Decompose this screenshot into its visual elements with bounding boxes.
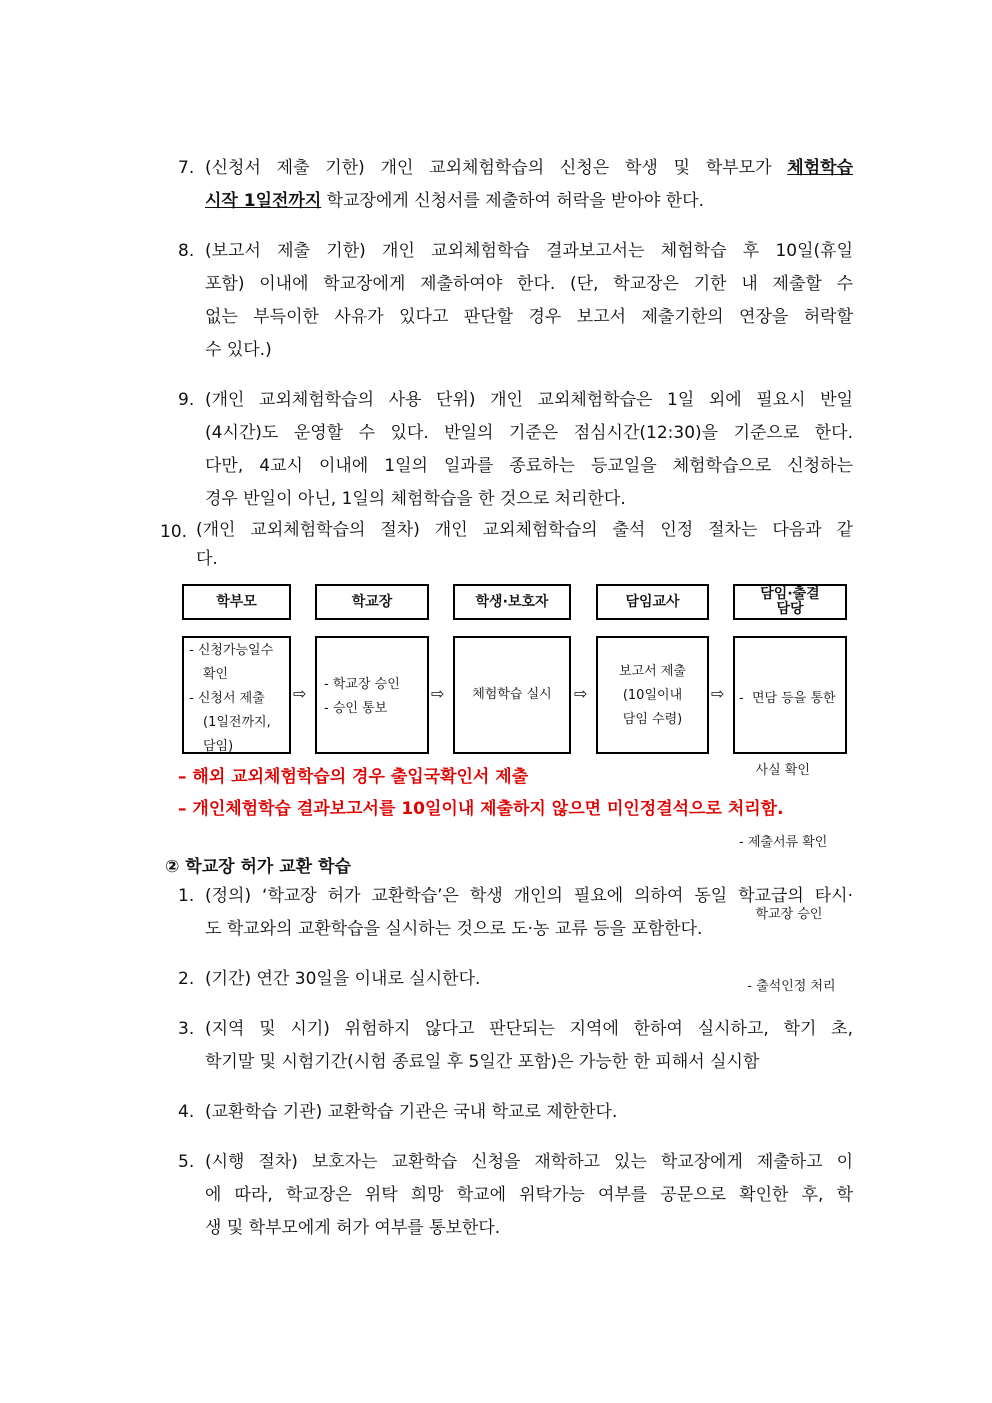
content-line: 체험학습 실시	[472, 687, 552, 702]
content-line: (10일이내	[622, 688, 683, 703]
item-line: 학기말 및 시험기간(시험 종료일 후 5일간 포함)은 가능한 한 피해서 실시함	[205, 1052, 760, 1072]
content-line: - 신청서 제출	[189, 691, 265, 706]
item-line: (지역 및 시기) 위험하지 않다고 판단되는 지역에 한하여 실시하고, 학기 초,	[205, 1019, 853, 1039]
header-label: 학부모	[216, 594, 257, 610]
item-number: 9.	[178, 390, 195, 410]
item-text	[205, 235, 853, 367]
item-text	[205, 1146, 853, 1245]
item-text	[205, 880, 853, 946]
item-number: 10.	[160, 522, 188, 542]
flow-header-parent	[182, 584, 291, 620]
content-line: - 면담 등을 통한	[739, 691, 836, 706]
text-run: 학교장에게 신청서를 제출하여 허락을 받아야 한다.	[321, 191, 704, 211]
text-run: (신청서 제출 기한) 개인 교외체험학습의 신청은 학생 및 학부모가	[205, 158, 788, 178]
item-7	[178, 152, 853, 218]
header-label: 학생·보호자	[475, 594, 549, 610]
item-b1	[178, 880, 853, 946]
item-number: 1.	[178, 886, 195, 906]
underlined-run: 시작 1일전까지	[205, 191, 322, 211]
content-line: - 학교장 승인	[324, 677, 400, 692]
flow-header-attendance	[733, 584, 847, 620]
content-line: 보고서 제출	[619, 664, 686, 679]
content-line: - 출석인정 처리	[739, 979, 836, 994]
content-line: - 신청가능일수	[189, 643, 274, 658]
flow-content-parent	[182, 636, 291, 754]
item-line: (시행 절차) 보호자는 교환학습 신청을 재학하고 있는 학교장에게 제출하고 이	[205, 1152, 853, 1172]
item-line: 생 및 학부모에게 허가 여부를 통보한다.	[205, 1218, 501, 1238]
content-line: 담임)	[203, 739, 234, 754]
right-arrow-icon: ⇨	[574, 684, 588, 703]
flow-header-homeroom	[596, 584, 709, 620]
right-arrow-icon: ⇨	[431, 684, 445, 703]
item-line: (개인 교외체험학습의 절차) 개인 교외체험학습의 출석 인정 절차는 다음과 같	[196, 520, 853, 540]
item-text	[205, 1096, 853, 1129]
right-arrow-icon: ⇨	[711, 684, 725, 703]
content-line: 담임 수령)	[622, 712, 683, 727]
item-b5	[178, 1146, 853, 1245]
flow-header-student	[453, 584, 571, 620]
item-line: (기간) 연간 30일을 이내로 실시한다.	[205, 969, 481, 989]
item-line: 에 따라, 학교장은 위탁 희망 학교에 위탁가능 여부를 공문으로 확인한 후, 학	[205, 1185, 853, 1205]
item-number: 4.	[178, 1102, 195, 1122]
note-report-deadline: – 개인체험학습 결과보고서를 10일이내 제출하지 않으면 미인정결석으로 처리함.	[178, 799, 784, 819]
content-line: - 제출서류 확인	[739, 835, 828, 850]
content-line: - 승인 통보	[324, 701, 388, 716]
flow-content-homeroom	[596, 636, 709, 754]
header-label: 학교장	[351, 594, 393, 610]
item-text	[205, 152, 853, 218]
item-line: 수 있다.)	[205, 340, 272, 360]
item-line: (정의) ‘학교장 허가 교환학습’은 학생 개인의 필요에 의하여 동일 학교급의 타시·	[205, 886, 853, 906]
item-b3	[178, 1013, 853, 1079]
item-10	[160, 516, 853, 574]
right-arrow-icon: ⇨	[293, 684, 307, 703]
item-b4	[178, 1096, 853, 1129]
item-number: 2.	[178, 969, 195, 989]
item-number: 7.	[178, 158, 195, 178]
item-line: (4시간)도 운영할 수 있다. 반일의 기준은 점심시간(12:30)을 기준으로 한다.	[205, 423, 853, 443]
underlined-run: 체험학습	[787, 158, 853, 178]
item-text	[196, 516, 853, 574]
item-line: (교환학습 기관) 교환학습 기관은 국내 학교로 제한한다.	[205, 1102, 618, 1122]
header-label: 담임교사	[625, 594, 680, 610]
item-number: 5.	[178, 1152, 195, 1172]
section-title: ② 학교장 허가 교환 학습	[165, 857, 351, 877]
flow-content-student	[453, 636, 571, 754]
content-line: 확인	[203, 667, 229, 682]
flow-header-principal	[315, 584, 429, 620]
item-line: 다만, 4교시 이내에 1일의 일과를 종료하는 등교일을 체험학습으로 신청하는	[205, 456, 853, 476]
item-line	[205, 185, 853, 218]
item-line: 도 학교와의 교환학습을 실시하는 것으로 도·농 교류 등을 포함한다.	[205, 919, 703, 939]
item-number: 3.	[178, 1019, 195, 1039]
item-b2	[178, 963, 853, 996]
item-text	[205, 384, 853, 516]
item-line: 없는 부득이한 사유가 있다고 판단할 경우 보고서 제출기한의 연장을 허락할	[205, 307, 853, 327]
header-label: 담임·출결 담당	[760, 586, 820, 617]
item-text	[205, 1013, 853, 1079]
item-line: 포함) 이내에 학교장에게 제출하여야 한다. (단, 학교장은 기한 내 제출할 수	[205, 274, 853, 294]
item-line: (개인 교외체험학습의 사용 단위) 개인 교외체험학습은 1일 외에 필요시 반일	[205, 390, 853, 410]
item-line: (보고서 제출 기한) 개인 교외체험학습 결과보고서는 체험학습 후 10일(휴일	[205, 241, 853, 261]
item-8	[178, 235, 853, 367]
item-line: 경우 반일이 아닌, 1일의 체험학습을 한 것으로 처리한다.	[205, 489, 626, 509]
item-number: 8.	[178, 241, 195, 261]
flow-content-principal	[315, 636, 429, 754]
content-line: 학교장 승인	[739, 907, 823, 922]
content-line: 사실 확인	[739, 763, 810, 778]
item-line: 다.	[196, 549, 218, 569]
content-line: (1일전까지,	[203, 715, 271, 730]
item-line	[205, 152, 853, 185]
item-9	[178, 384, 853, 516]
flow-content-attendance	[733, 636, 847, 994]
item-text	[205, 963, 853, 996]
note-overseas: – 해외 교외체험학습의 경우 출입국확인서 제출	[178, 767, 529, 787]
